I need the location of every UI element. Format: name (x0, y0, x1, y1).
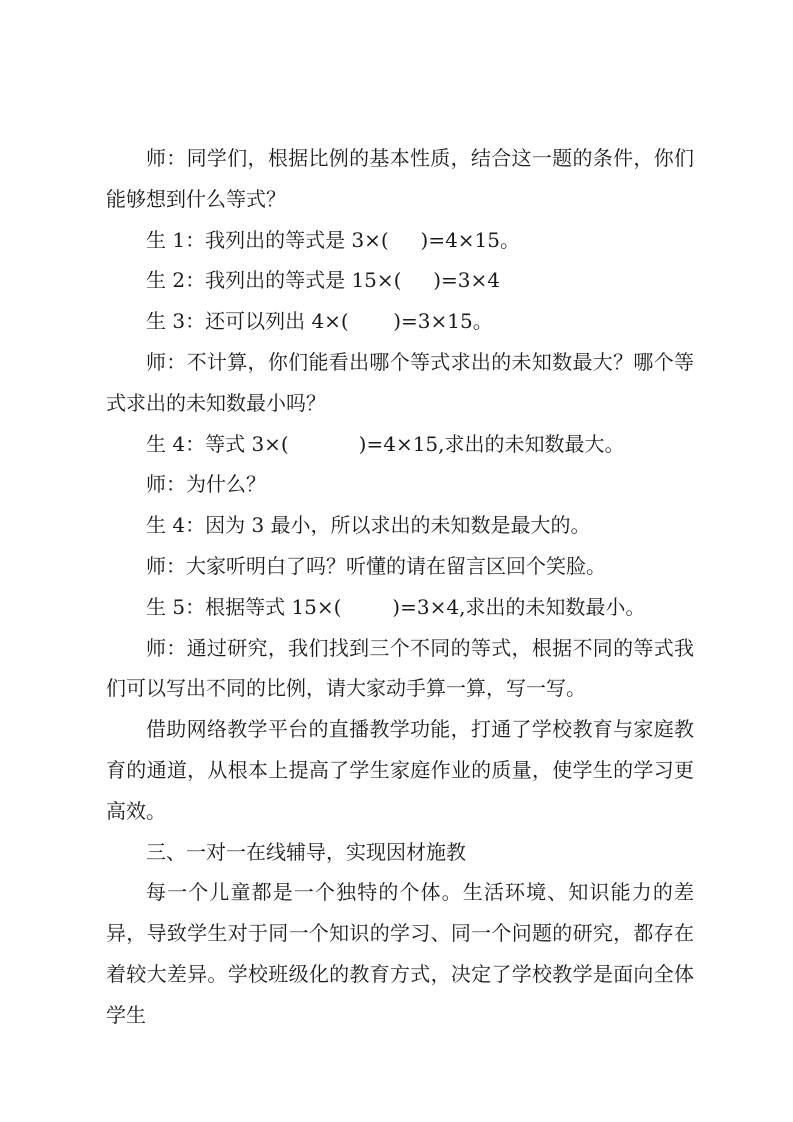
paragraph-teacher-why: 师：为什么？ (146, 472, 266, 497)
paragraph-student-5: 生 5：根据等式 15×( )=3×4,求出的未知数最小。 (146, 594, 646, 619)
paragraph-individual-differences: 每一个儿童都是一个独特的个体。生活环境、知识能力的差异，导致学生对于同一个知识的学习、同一个问题的研究，都存在着较大差异。学校班级化的教育方式，决定了学校教学是面向全体学生 (106, 880, 694, 1027)
paragraph-student-4-answer: 生 4：等式 3×( )=4×15,求出的未知数最大。 (146, 431, 625, 456)
paragraph-platform-benefit: 借助网络教学平台的直播教学功能，打通了学校教育与家庭教育的通道，从根本上提高了学生家庭作业的质量，使学生的学习更高效。 (106, 717, 694, 823)
paragraph-student-3: 生 3：还可以列出 4×( )=3×15。 (146, 309, 493, 334)
paragraph-teacher-followup: 师：不计算，你们能看出哪个等式求出的未知数最大？哪个等式求出的未知数最小吗？ (106, 349, 694, 415)
paragraph-student-1: 生 1：我列出的等式是 3×( )=4×15。 (146, 227, 521, 252)
paragraph-student-4-reason: 生 4：因为 3 最小，所以求出的未知数是最大的。 (146, 513, 591, 538)
paragraph-teacher-question: 师：同学们，根据比例的基本性质，结合这一题的条件，你们能够想到什么等式？ (106, 146, 694, 211)
paragraph-student-2: 生 2：我列出的等式是 15×( )=3×4 (146, 268, 501, 293)
paragraph-teacher-summary: 师：通过研究，我们找到三个不同的等式，根据不同的等式我们可以写出不同的比例，请大家动手算一算，写一写。 (106, 635, 694, 701)
document-page (106, 138, 694, 1036)
section-heading-three: 三、一对一在线辅导，实现因材施教 (146, 839, 466, 864)
paragraph-teacher-check: 师：大家听明白了吗？听懂的请在留言区回个笑脸。 (146, 553, 606, 578)
